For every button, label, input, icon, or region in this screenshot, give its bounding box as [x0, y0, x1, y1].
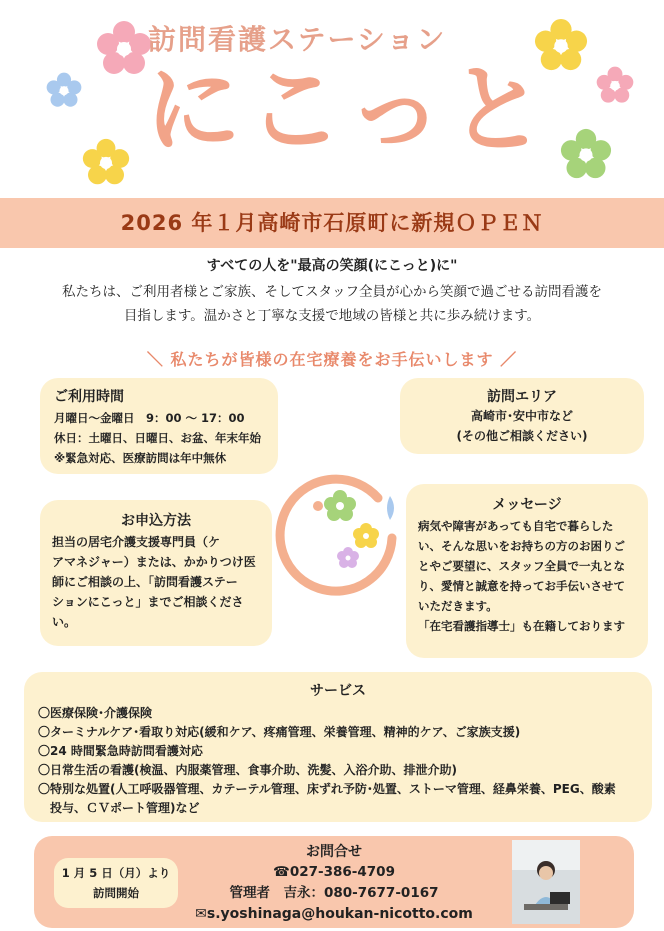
header-subtitle: 訪問看護ステーション — [148, 23, 447, 56]
apply-line: 担当の居宅介護支援専門員（ケ — [52, 535, 221, 549]
banner-text: 2026 年１月高崎市石原町に新規ＯＰＥＮ — [120, 211, 544, 235]
message-line: とやご要望に、スタッフ全員で一丸とな — [418, 559, 625, 573]
contact-manager[interactable]: 管理者 吉永：080-7677-0167 — [229, 885, 439, 901]
intro-text — [40, 280, 624, 328]
message-line: 「在宅看護指導士」も在籍しております — [418, 619, 625, 633]
hours-note: ※緊急対応、医療訪問は年中無休 — [54, 451, 227, 465]
message-line: いただきます。 — [418, 599, 498, 613]
apply-line: ションにこっと」までご相談ください。 — [52, 595, 244, 629]
green-flower-icon — [560, 128, 612, 180]
apply-line: 師にご相談の上、「訪問看護ステー — [52, 575, 238, 589]
contact-info — [184, 842, 484, 925]
hours-card — [40, 378, 278, 474]
services-card — [24, 672, 652, 822]
service-item: 〇特別な処置(人工呼吸器管理、カテーテル管理、床ずれ予防･処置、ストーマ管理、経鼻栄養、PEG、酸素 — [38, 782, 616, 796]
smile-logo-icon — [270, 468, 410, 608]
staff-photo — [512, 840, 580, 924]
service-item: 〇ターミナルケア･看取り対応(緩和ケア、疼痛管理、栄養管理、精神的ケア、ご家族支援) — [38, 725, 521, 739]
message-card — [406, 484, 648, 658]
message-title: メッセージ — [492, 497, 562, 513]
open-banner — [0, 198, 664, 248]
start-date-line-1: 1 月 5 日（月）より — [61, 866, 171, 880]
blue-flower-icon — [46, 72, 82, 108]
hours-holiday: 休日：土曜日、日曜日、お盆、年末年始 — [54, 431, 261, 445]
message-line: り、愛情と誠意を持ってお手伝いさせて — [418, 579, 625, 593]
pink-flower-icon — [96, 20, 152, 76]
contact-phone[interactable]: ☎027-386-4709 — [273, 864, 395, 880]
services-list — [38, 704, 638, 818]
intro-line-1: 私たちは、ご利用者様とご家族、そしてスタッフ全員が心から笑顔で過ごせる訪問看護を — [62, 284, 602, 300]
header-title: にこっと — [145, 54, 552, 166]
intro-headline: すべての人を"最高の笑顔(にこっと)に" — [206, 258, 458, 274]
section-heading: ＼ 私たちが皆様の在宅療養をお手伝いします ／ — [146, 350, 518, 369]
message-line: い、そんな思いをお持ちの方のお困りご — [418, 539, 625, 553]
apply-card — [40, 500, 272, 646]
message-body — [418, 516, 636, 636]
intro-line-2: 目指します。温かさと丁寧な支援で地域の皆様と共に歩み続けます。 — [123, 308, 541, 324]
start-date-line-2: 訪問開始 — [93, 886, 139, 900]
hours-weekday: 月曜日～金曜日 9：00 ～ 17：00 — [54, 411, 245, 425]
apply-body — [52, 532, 260, 632]
services-title: サービス — [310, 683, 366, 699]
service-item: 〇医療保険･介護保険 — [38, 706, 153, 720]
contact-panel — [34, 836, 634, 928]
area-title: 訪問エリア — [487, 389, 557, 405]
start-date-badge — [54, 858, 178, 908]
service-item: 投与、ＣＶポート管理)など — [38, 801, 200, 815]
apply-title: お申込方法 — [121, 513, 191, 529]
area-line-2: (その他ご相談ください) — [456, 429, 588, 443]
apply-line: アマネジャー）または、かかりつけ医 — [52, 555, 256, 569]
pink-flower-icon — [596, 66, 634, 104]
contact-email[interactable]: ✉s.yoshinaga@houkan-nicotto.com — [195, 906, 473, 922]
yellow-flower-icon — [82, 138, 130, 186]
contact-title: お問合せ — [306, 844, 362, 860]
message-line: 病気や障害があっても自宅で暮らした — [418, 519, 614, 533]
area-card — [400, 378, 644, 454]
service-item: 〇24 時間緊急時訪問看護対応 — [38, 744, 203, 758]
service-item: 〇日常生活の看護(検温、内服薬管理、食事介助、洗髪、入浴介助、排泄介助) — [38, 763, 457, 777]
hours-title: ご利用時間 — [54, 389, 124, 405]
area-line-1: 高崎市･安中市など — [470, 409, 573, 423]
